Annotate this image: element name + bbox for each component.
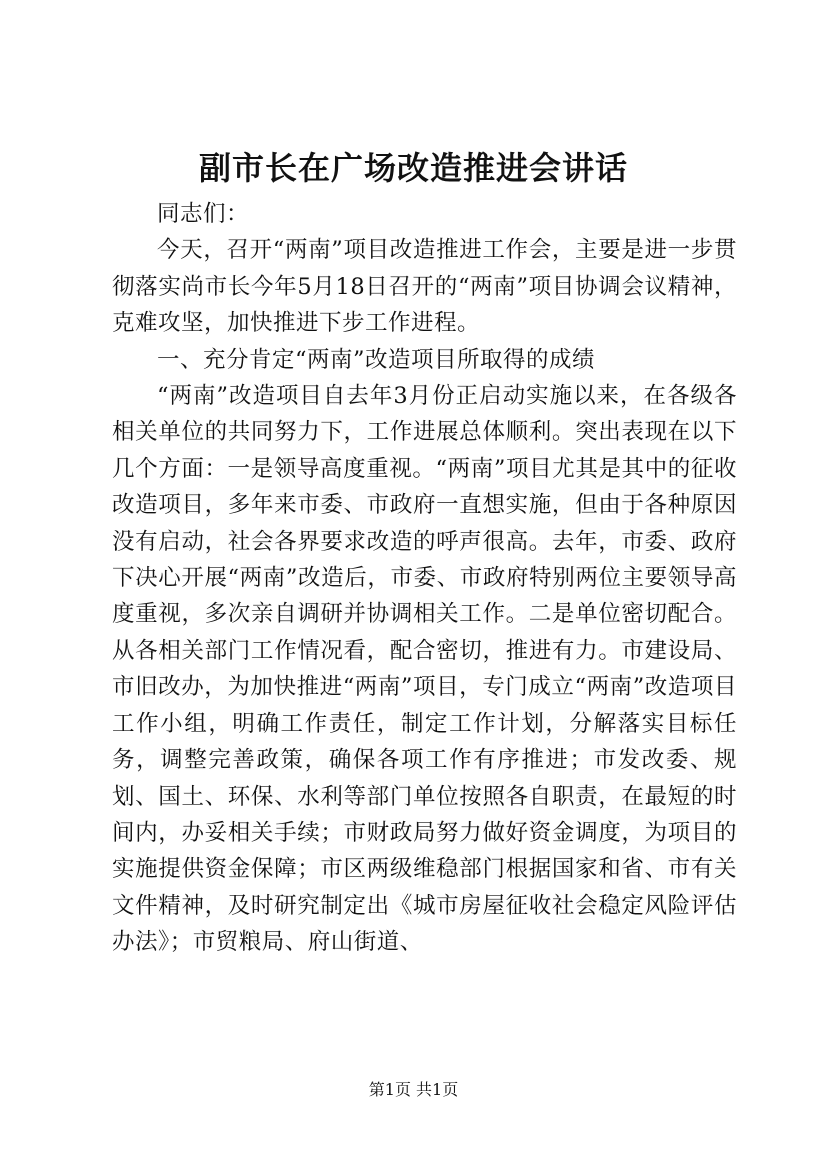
section-heading: 一、充分肯定“两南”改造项目所取得的成绩 — [157, 346, 596, 373]
body-paragraph: “两南”改造项目自去年3月份正启动实施以来，在各级各相关单位的共同努力下，工作进展总体顺利。突出表现在以下几个方面：一是领导高度重视。“两南”项目尤其是其中的征收改造项目，多年来市委、市政府一直想实施，但由于各种原因没有启动，社会各界要求改造的呼声很高。去年，市委、政府下决心开展“两南”改造后，市委、市政府特别两位主要领导高度重视，多次亲自调研并协调相关工作。二是单位密切配合。从各相关部门工作情况看，配合密切，推进有力。市建设局、市旧改办，为加快推进“两南”项目，专门成立“两南”改造项目工作小组，明确工作责任，制定工作计划，分解落实目标任务，调整完善政策，确保各项工作有序推进；市发改委、规划、国土、环保、水利等部门单位按照各自职责，在最短的时间内，办妥相关手续；市财政局努力做好资金调度，为项目的实施提供资金保障；市区两级维稳部门根据国家和省、市有关文件精神，及时研究制定出《城市房屋征收社会稳定风险评估办法》；市贸粮局、府山街道、 — [112, 383, 737, 956]
document-body — [112, 196, 737, 961]
intro-paragraph: 今天，召开“两南”项目改造推进工作会，主要是进一步贯彻落实尚市长今年5月18日召开的“两南”项目协调会议精神，克难攻坚，加快推进下步工作进程。 — [112, 237, 737, 337]
salutation-paragraph: 同志们： — [157, 201, 250, 227]
document-title: 副市长在广场改造推进会讲话 — [198, 149, 628, 187]
page-footer: 第1页 共1页 — [368, 1080, 459, 1099]
